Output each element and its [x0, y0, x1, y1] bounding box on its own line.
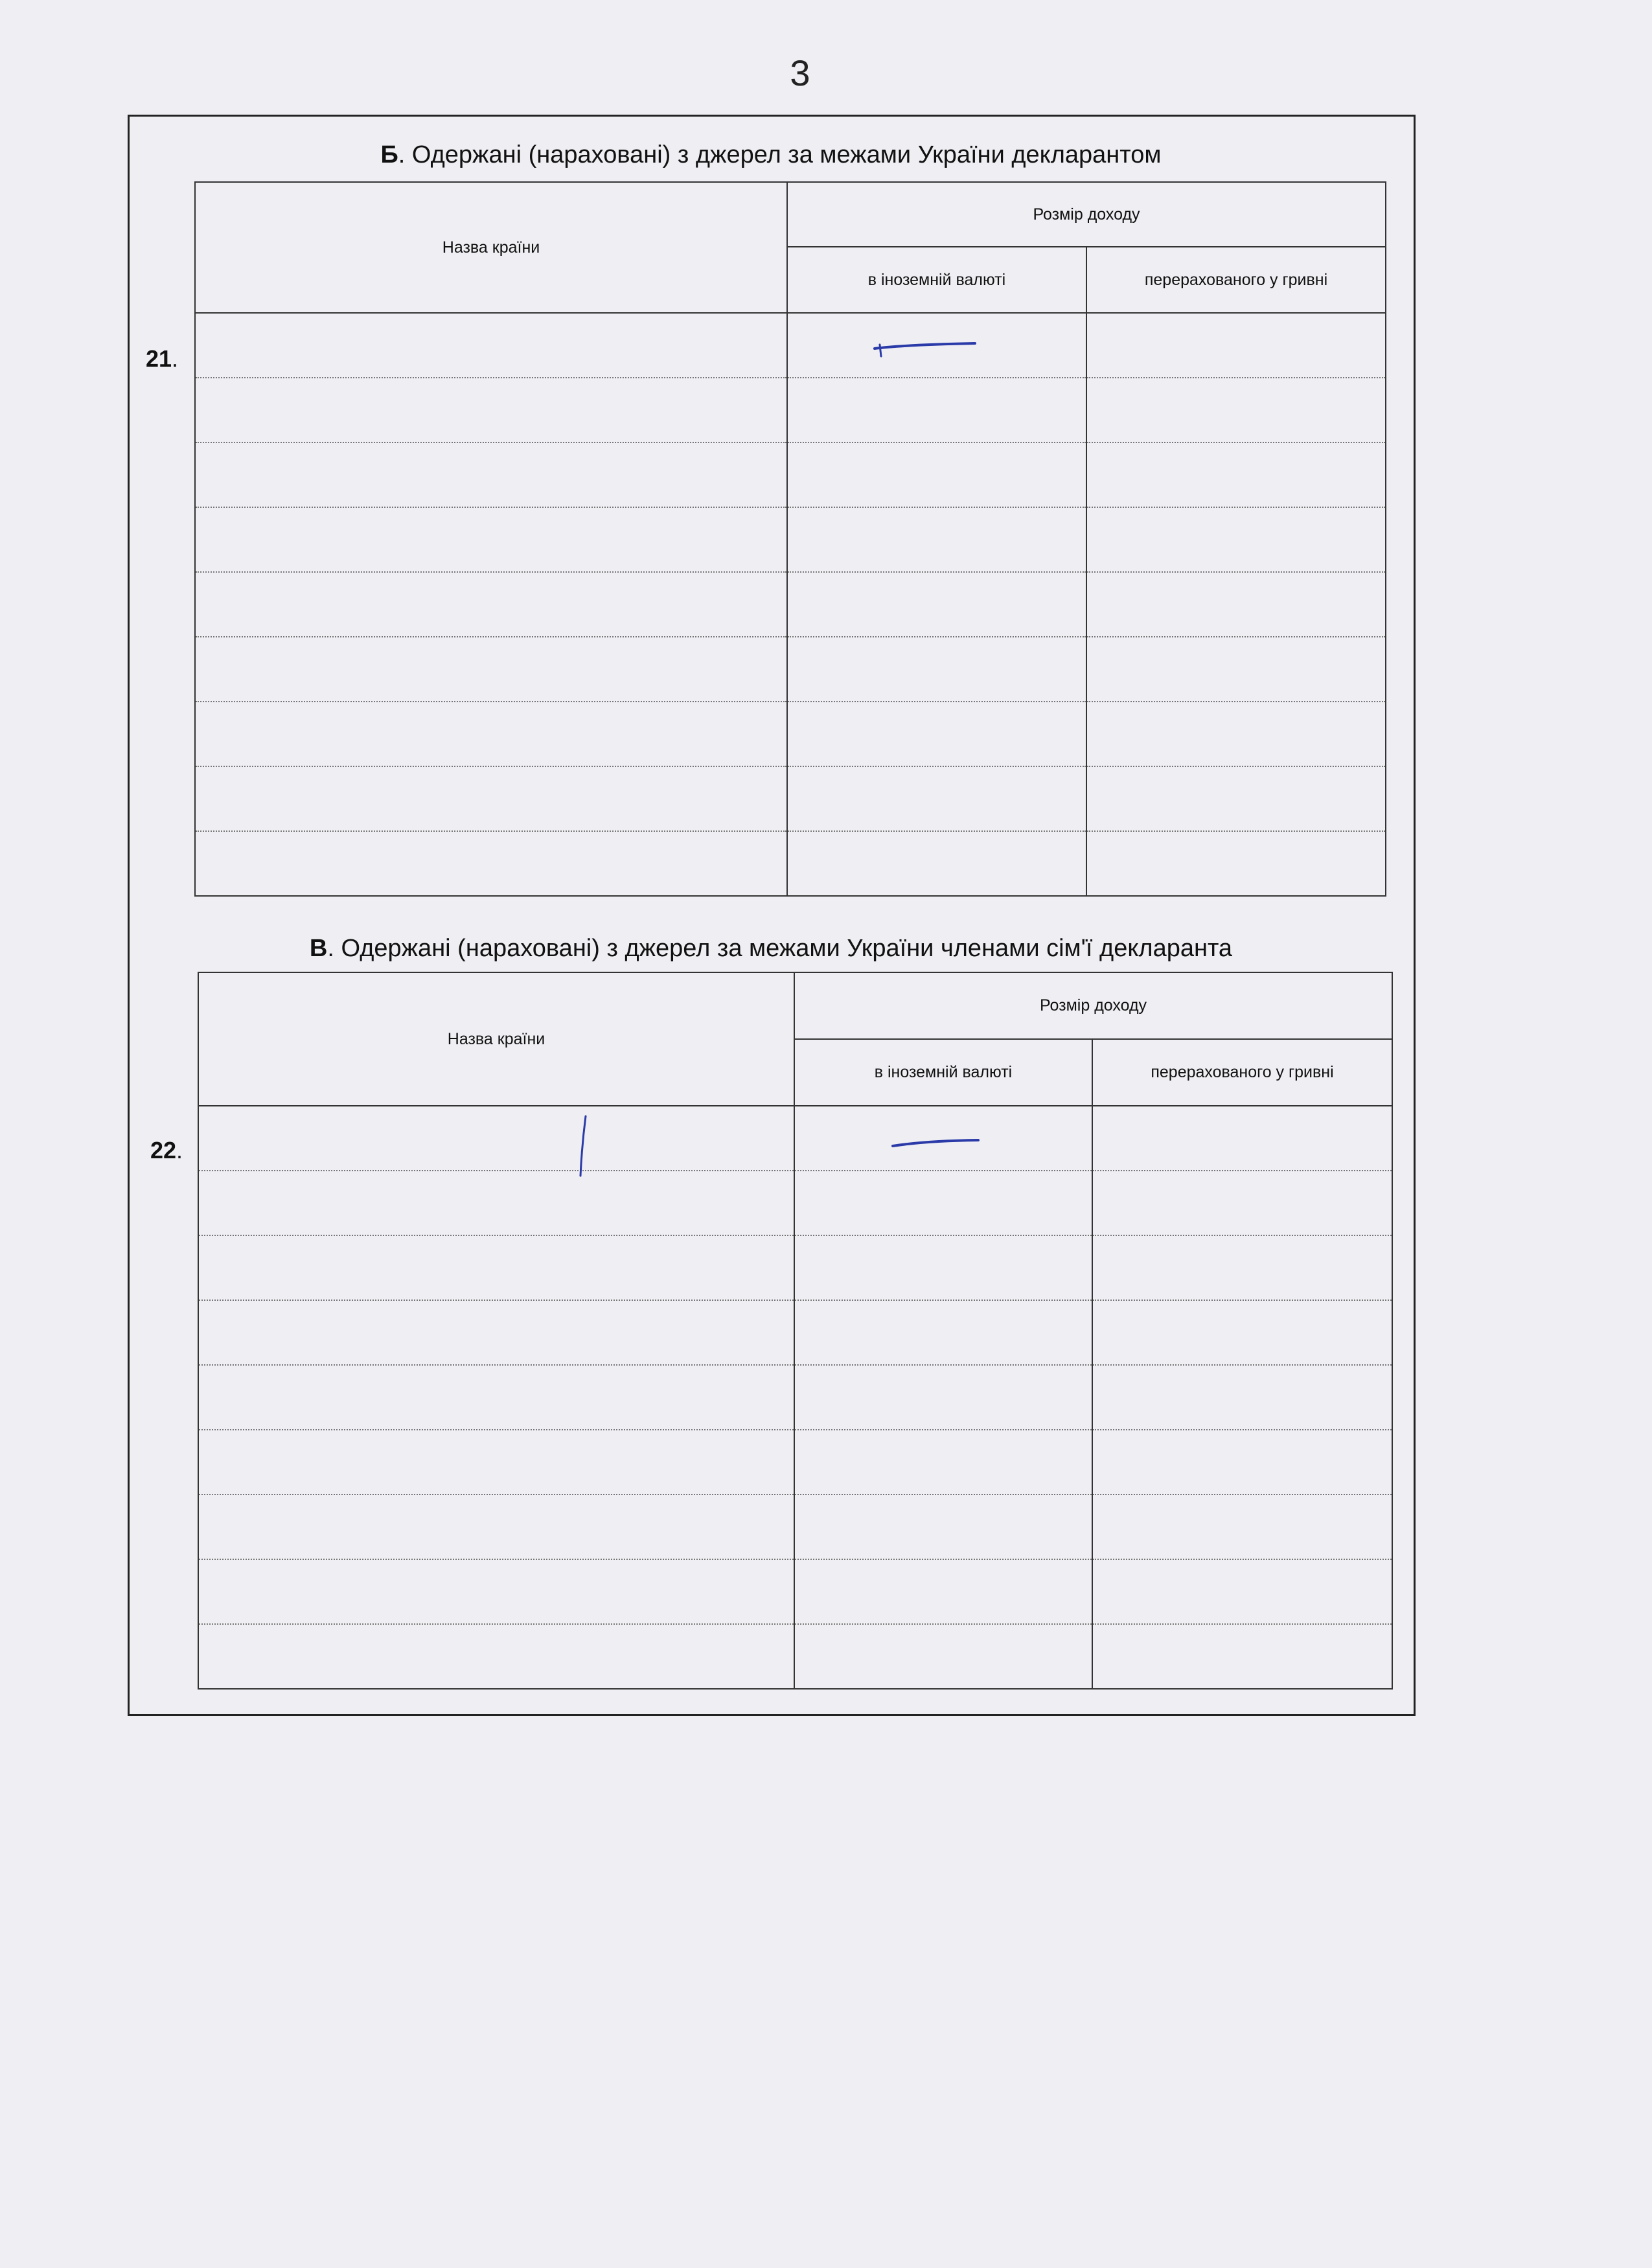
table-row [195, 313, 1386, 378]
section-b-title-text: . Одержані (нараховані) з джерел за межами України декларантом [398, 141, 1162, 168]
converted-uah-cell[interactable] [1092, 1365, 1392, 1430]
table-row [198, 1171, 1392, 1235]
table-row [198, 1365, 1392, 1430]
section-v-letter: В [309, 935, 328, 962]
section-b-table [194, 181, 1386, 897]
converted-uah-cell[interactable] [1092, 1106, 1392, 1171]
foreign-currency-cell[interactable] [787, 831, 1086, 896]
country-cell[interactable] [198, 1106, 794, 1171]
converted-uah-cell[interactable] [1086, 442, 1386, 507]
converted-uah-cell[interactable] [1092, 1624, 1392, 1689]
country-cell[interactable] [195, 313, 787, 378]
country-cell[interactable] [198, 1624, 794, 1689]
table-row [198, 1430, 1392, 1495]
handwritten-dash-mark [868, 330, 985, 363]
section-b-foreign-currency-header: в іноземній валюті [787, 247, 1086, 313]
page-number: 3 [790, 52, 810, 93]
country-cell[interactable] [198, 1171, 794, 1235]
country-cell[interactable] [195, 378, 787, 442]
table-row [198, 1106, 1392, 1171]
converted-uah-cell[interactable] [1086, 378, 1386, 442]
converted-uah-cell[interactable] [1092, 1430, 1392, 1495]
country-cell[interactable] [195, 572, 787, 637]
foreign-currency-cell[interactable] [794, 1495, 1092, 1559]
table-row [195, 702, 1386, 766]
converted-uah-cell[interactable] [1092, 1559, 1392, 1624]
converted-uah-cell[interactable] [1086, 637, 1386, 702]
table-row [198, 1300, 1392, 1365]
converted-uah-cell[interactable] [1086, 572, 1386, 637]
table-row [195, 766, 1386, 831]
section-v-row-number: 22. [150, 1137, 183, 1163]
country-cell[interactable] [198, 1235, 794, 1300]
foreign-currency-cell[interactable] [787, 702, 1086, 766]
converted-uah-cell[interactable] [1086, 766, 1386, 831]
table-row [195, 378, 1386, 442]
section-v-title-text: . Одержані (нараховані) з джерел за межами України членами сім'ї декларанта [327, 935, 1233, 962]
country-cell[interactable] [195, 831, 787, 896]
section-v-title [123, 935, 1419, 963]
foreign-currency-cell[interactable] [794, 1365, 1092, 1430]
table-row [195, 831, 1386, 896]
foreign-currency-cell[interactable] [794, 1559, 1092, 1624]
foreign-currency-cell[interactable] [794, 1300, 1092, 1365]
country-cell[interactable] [195, 507, 787, 572]
converted-uah-cell[interactable] [1086, 313, 1386, 378]
section-b-income-header: Розмір доходу [787, 182, 1386, 247]
table-row [198, 1235, 1392, 1300]
section-v-country-header: Назва країни [198, 972, 794, 1106]
foreign-currency-cell[interactable] [787, 378, 1086, 442]
converted-uah-cell[interactable] [1092, 1300, 1392, 1365]
table-row [195, 572, 1386, 637]
foreign-currency-cell[interactable] [787, 766, 1086, 831]
foreign-currency-cell[interactable] [787, 442, 1086, 507]
foreign-currency-cell[interactable] [787, 572, 1086, 637]
table-row [195, 637, 1386, 702]
section-b-row-number-value: 21 [146, 345, 172, 372]
foreign-currency-cell[interactable] [794, 1235, 1092, 1300]
country-cell[interactable] [198, 1495, 794, 1559]
section-v-table [198, 972, 1393, 1690]
converted-uah-cell[interactable] [1086, 831, 1386, 896]
section-b-converted-uah-header: перерахованого у гривні [1086, 247, 1386, 313]
country-cell[interactable] [195, 766, 787, 831]
country-cell[interactable] [198, 1300, 794, 1365]
table-row [198, 1624, 1392, 1689]
country-cell[interactable] [198, 1559, 794, 1624]
foreign-currency-cell[interactable] [794, 1624, 1092, 1689]
country-cell[interactable] [195, 702, 787, 766]
converted-uah-cell[interactable] [1086, 702, 1386, 766]
converted-uah-cell[interactable] [1086, 507, 1386, 572]
foreign-currency-cell[interactable] [787, 507, 1086, 572]
section-v-converted-uah-header: перерахованого у гривні [1092, 1039, 1392, 1106]
section-b-letter: Б [380, 141, 398, 168]
country-cell[interactable] [198, 1430, 794, 1495]
handwritten-dash-mark [888, 1130, 991, 1156]
foreign-currency-cell[interactable] [787, 637, 1086, 702]
country-cell[interactable] [195, 442, 787, 507]
section-v-foreign-currency-header: в іноземній валюті [794, 1039, 1092, 1106]
table-row [198, 1495, 1392, 1559]
section-v-row-number-value: 22 [150, 1137, 177, 1163]
section-b-row-number: 21. [146, 345, 179, 372]
handwritten-vertical-mark [570, 1111, 596, 1182]
foreign-currency-cell[interactable] [794, 1171, 1092, 1235]
country-cell[interactable] [198, 1365, 794, 1430]
converted-uah-cell[interactable] [1092, 1495, 1392, 1559]
table-row [195, 442, 1386, 507]
section-b-country-header: Назва країни [195, 182, 787, 313]
section-v-income-header: Розмір доходу [794, 972, 1392, 1039]
section-b-title [123, 141, 1419, 169]
table-row [195, 507, 1386, 572]
foreign-currency-cell[interactable] [794, 1430, 1092, 1495]
table-row [198, 1559, 1392, 1624]
country-cell[interactable] [195, 637, 787, 702]
converted-uah-cell[interactable] [1092, 1235, 1392, 1300]
converted-uah-cell[interactable] [1092, 1171, 1392, 1235]
